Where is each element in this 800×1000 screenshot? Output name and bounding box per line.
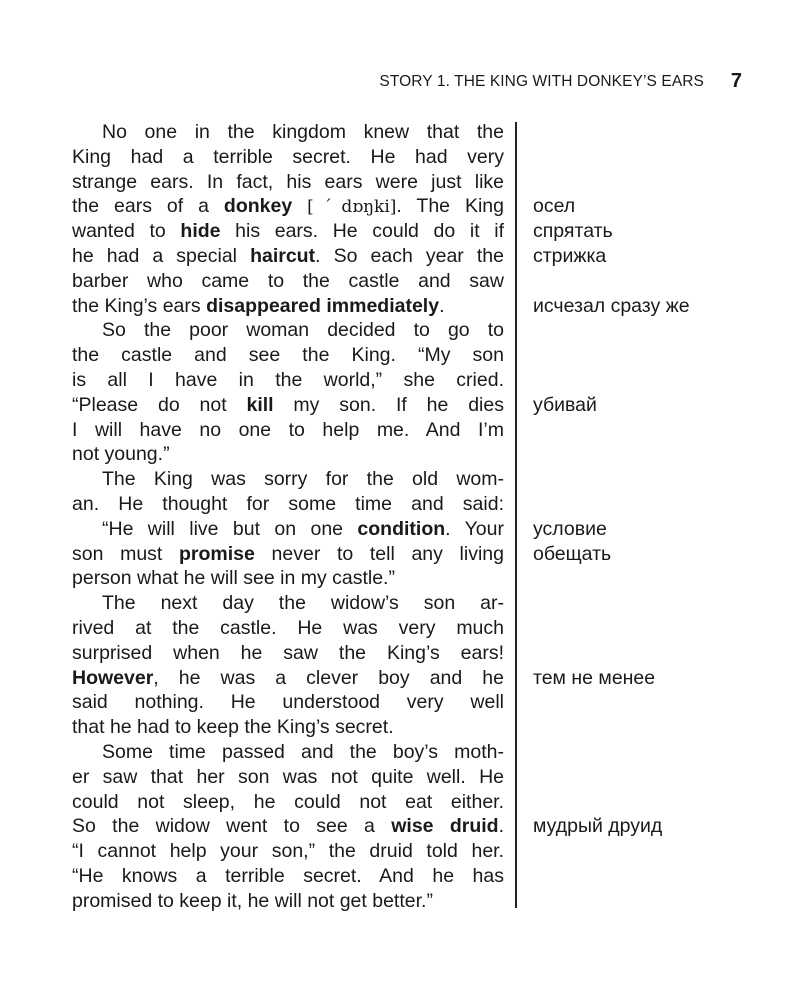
text-line	[72, 294, 504, 319]
header-title: STORY 1. THE KING WITH DONKEY’S EARS	[379, 73, 704, 90]
text-segment: er saw that her son was not quite well. He	[72, 765, 504, 788]
text-line	[72, 542, 504, 567]
text-segment: is all I have in the world,” she cried.	[72, 368, 504, 391]
text-segment: surprised when he saw the King’s ears!	[72, 641, 504, 664]
text-segment: his ears. He could do it if	[220, 220, 504, 243]
text-line	[72, 889, 504, 914]
text-segment: . So each year the	[315, 244, 504, 267]
vocab-word: donkey	[223, 195, 293, 218]
text-segment: King had a terrible secret. He had very	[72, 145, 504, 168]
text-segment: not young.”	[72, 443, 170, 466]
text-segment: could not sleep, he could not eat either.	[72, 790, 504, 813]
text-segment: So the poor woman decided to go to	[102, 319, 504, 342]
story-text-column	[72, 120, 504, 914]
text-line	[72, 170, 504, 195]
text-line	[72, 318, 504, 343]
text-segment: the castle and see the King. “My son	[72, 344, 504, 367]
text-segment: “He will live but on one	[102, 517, 358, 540]
text-segment: the King’s ears	[72, 294, 207, 317]
text-segment: The next day the widow’s son ar-	[102, 592, 504, 615]
text-segment: . Your	[445, 517, 504, 540]
text-line	[72, 715, 504, 740]
text-segment: the ears of a	[72, 195, 224, 218]
text-line	[72, 244, 504, 269]
text-line	[72, 814, 504, 839]
text-line	[72, 492, 504, 517]
text-segment: “He knows a terrible secret. And he has	[72, 864, 504, 887]
text-line	[72, 219, 504, 244]
text-segment: So the widow went to see a	[72, 815, 392, 838]
text-line	[72, 839, 504, 864]
text-segment: rived at the castle. He was very much	[72, 616, 504, 639]
text-line	[72, 145, 504, 170]
phonetic-transcription: [ˊdɒŋki]	[307, 197, 397, 218]
text-line	[72, 666, 504, 691]
text-segment: I will have no one to help me. And I’m	[72, 418, 504, 441]
glossary-entry: спрятать	[533, 220, 613, 243]
text-line	[72, 393, 504, 418]
text-line	[72, 690, 504, 715]
text-segment: “Please do not	[72, 393, 247, 416]
text-line	[72, 467, 504, 492]
glossary-entry: убивай	[533, 393, 597, 416]
page-number: 7	[730, 70, 742, 92]
vocab-word: However	[72, 666, 154, 689]
glossary-entry: тем не менее	[533, 666, 656, 689]
text-line	[72, 343, 504, 368]
text-segment: an. He thought for some time and said:	[72, 492, 504, 515]
text-segment: wanted to	[72, 220, 181, 243]
text-segment: barber who came to the castle and saw	[72, 269, 504, 292]
text-segment: “I cannot help your son,” the druid told her.	[72, 840, 504, 863]
vocab-word: haircut	[250, 244, 316, 267]
glossary-entry: мудрый друид	[533, 815, 663, 838]
text-line	[72, 790, 504, 815]
text-segment: said nothing. He understood very well	[72, 691, 504, 714]
glossary-entry: стрижка	[533, 245, 607, 267]
glossary-entry: условие	[533, 517, 607, 540]
text-line	[72, 616, 504, 641]
text-line	[72, 566, 504, 591]
vocab-word: kill	[246, 393, 274, 416]
text-line	[72, 368, 504, 393]
text-segment	[292, 195, 307, 217]
text-segment: .	[498, 815, 504, 838]
text-line	[72, 418, 504, 443]
text-line	[72, 517, 504, 542]
text-segment: strange ears. In fact, his ears were just like	[72, 170, 504, 193]
vocab-word: wise druid	[391, 815, 499, 838]
text-line	[72, 740, 504, 765]
text-line	[72, 442, 504, 467]
glossary-entry: исчезал сразу же	[533, 294, 690, 317]
text-segment: he had a special	[72, 244, 251, 267]
text-segment: my son. If he dies	[273, 393, 504, 416]
text-segment: , he was a clever boy and he	[153, 666, 504, 689]
text-segment: Some time passed and the boy’s moth-	[102, 740, 504, 763]
column-divider	[515, 122, 517, 908]
text-line	[72, 120, 504, 145]
text-line	[72, 864, 504, 889]
text-line	[72, 591, 504, 616]
text-line	[72, 269, 504, 294]
glossary-entry: обещать	[533, 542, 612, 565]
text-segment: The King was sorry for the old wom-	[102, 468, 504, 491]
text-segment: person what he will see in my castle.”	[72, 567, 395, 590]
text-segment: No one in the kingdom knew that the	[102, 121, 504, 143]
glossary-entry: осел	[533, 195, 576, 218]
text-line	[72, 641, 504, 666]
vocab-word: condition	[357, 517, 446, 540]
text-segment: that he had to keep the King’s secret.	[72, 716, 394, 739]
text-segment: . The King	[396, 195, 504, 218]
text-segment: promised to keep it, he will not get better.”	[72, 889, 433, 912]
text-segment: .	[439, 294, 445, 317]
text-segment: never to tell any living	[254, 542, 504, 565]
text-line	[72, 194, 504, 219]
text-line	[72, 765, 504, 790]
vocab-word: hide	[180, 220, 221, 243]
text-segment: son must	[72, 542, 180, 565]
running-header	[0, 71, 800, 95]
vocab-word: promise	[179, 542, 255, 565]
vocab-word: disappeared immediately	[206, 294, 440, 317]
